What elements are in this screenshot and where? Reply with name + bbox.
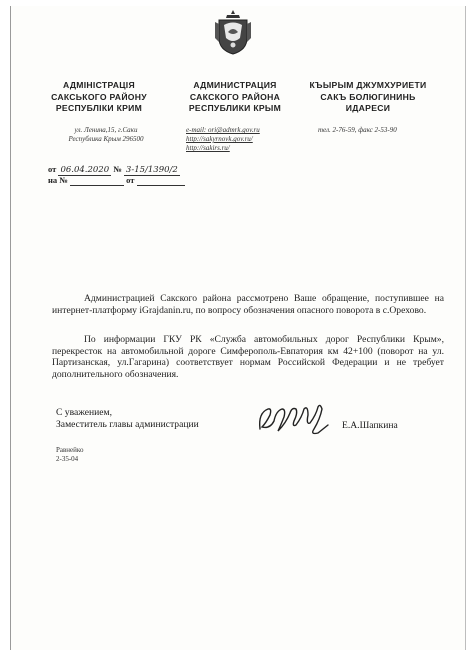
incoming-reference bbox=[48, 175, 185, 186]
header-line: РЕСПУБЛІКИ КРИМ bbox=[55, 103, 143, 113]
outgoing-registration bbox=[48, 164, 180, 175]
closing-block bbox=[56, 407, 199, 431]
online-contacts bbox=[186, 126, 306, 153]
postal-address bbox=[56, 126, 156, 144]
address-line: ул. Ленина,15, г.Саки bbox=[74, 126, 138, 134]
header-ukrainian bbox=[40, 80, 158, 115]
ref-from-label: от bbox=[126, 175, 135, 185]
signer-name: Е.А.Шапкина bbox=[342, 420, 398, 431]
executor-name: Равнейко bbox=[56, 446, 84, 454]
letter-number: 3-15/1390/2 bbox=[125, 165, 178, 175]
header-line: АДМІНІСТРАЦІЯ bbox=[63, 80, 135, 90]
header-crimean-tatar bbox=[298, 80, 438, 115]
address-line: Республика Крым 296500 bbox=[68, 135, 144, 143]
ref-date-blank bbox=[137, 175, 185, 186]
phone-fax bbox=[318, 126, 438, 135]
header-line: САКЪ БОЛЮГИНИНЬ bbox=[320, 91, 416, 102]
handwritten-signature-icon bbox=[256, 399, 330, 439]
header-line: АДМИНИСТРАЦИЯ bbox=[193, 80, 277, 90]
website-link[interactable]: http://sakyrnovk.gov.ru/ bbox=[186, 135, 253, 143]
header-line: САКСКОГО РАЙОНА bbox=[189, 91, 281, 102]
signer-position: Заместитель главы администрации bbox=[56, 419, 199, 430]
executor-block bbox=[56, 446, 83, 464]
regards-text: С уважением, bbox=[56, 407, 113, 418]
header-line: ИДАРЕСИ bbox=[345, 103, 391, 113]
number-label: № bbox=[113, 164, 122, 174]
phone-text: тел. 2-76-59, факс 2-53-90 bbox=[318, 126, 397, 134]
executor-phone: 2-35-04 bbox=[56, 455, 79, 463]
header-russian bbox=[170, 80, 300, 115]
body-paragraph-2: По информации ГКУ РК «Служба автомобильных дорог Республики Крым», перекресток на автомобильной дороге Симферополь-Евпатория км 42+100 (поворот на ул. Партизанская, ул.Гагарина) соответствует нормам Российской Федерации и не требует дополнительного обозначения. bbox=[52, 334, 444, 380]
letter-date: 06.04.2020 bbox=[60, 165, 110, 175]
crimea-coat-of-arms-icon bbox=[213, 8, 253, 56]
from-label: от bbox=[48, 164, 57, 174]
header-line: РЕСПУБЛИКИ КРЫМ bbox=[188, 103, 282, 113]
website-link[interactable]: http://sakirs.ru/ bbox=[186, 144, 230, 152]
header-line: САКСЬКОГО РАЙОНУ bbox=[51, 91, 147, 102]
email-link[interactable]: e-mail: ori@admrk.gov.ru bbox=[186, 126, 260, 134]
ref-number-label: на № bbox=[48, 175, 68, 185]
body-paragraph-1: Администрацией Сакского района рассмотрено Ваше обращение, поступившее на интернет-платформу iGrajdanin.ru, по вопросу обозначения опасного поворота в с.Орехово. bbox=[52, 293, 444, 316]
header-line: КЪЫРЫМ ДЖУМХУРИЕТИ bbox=[309, 80, 427, 90]
ref-number-blank bbox=[70, 175, 124, 186]
